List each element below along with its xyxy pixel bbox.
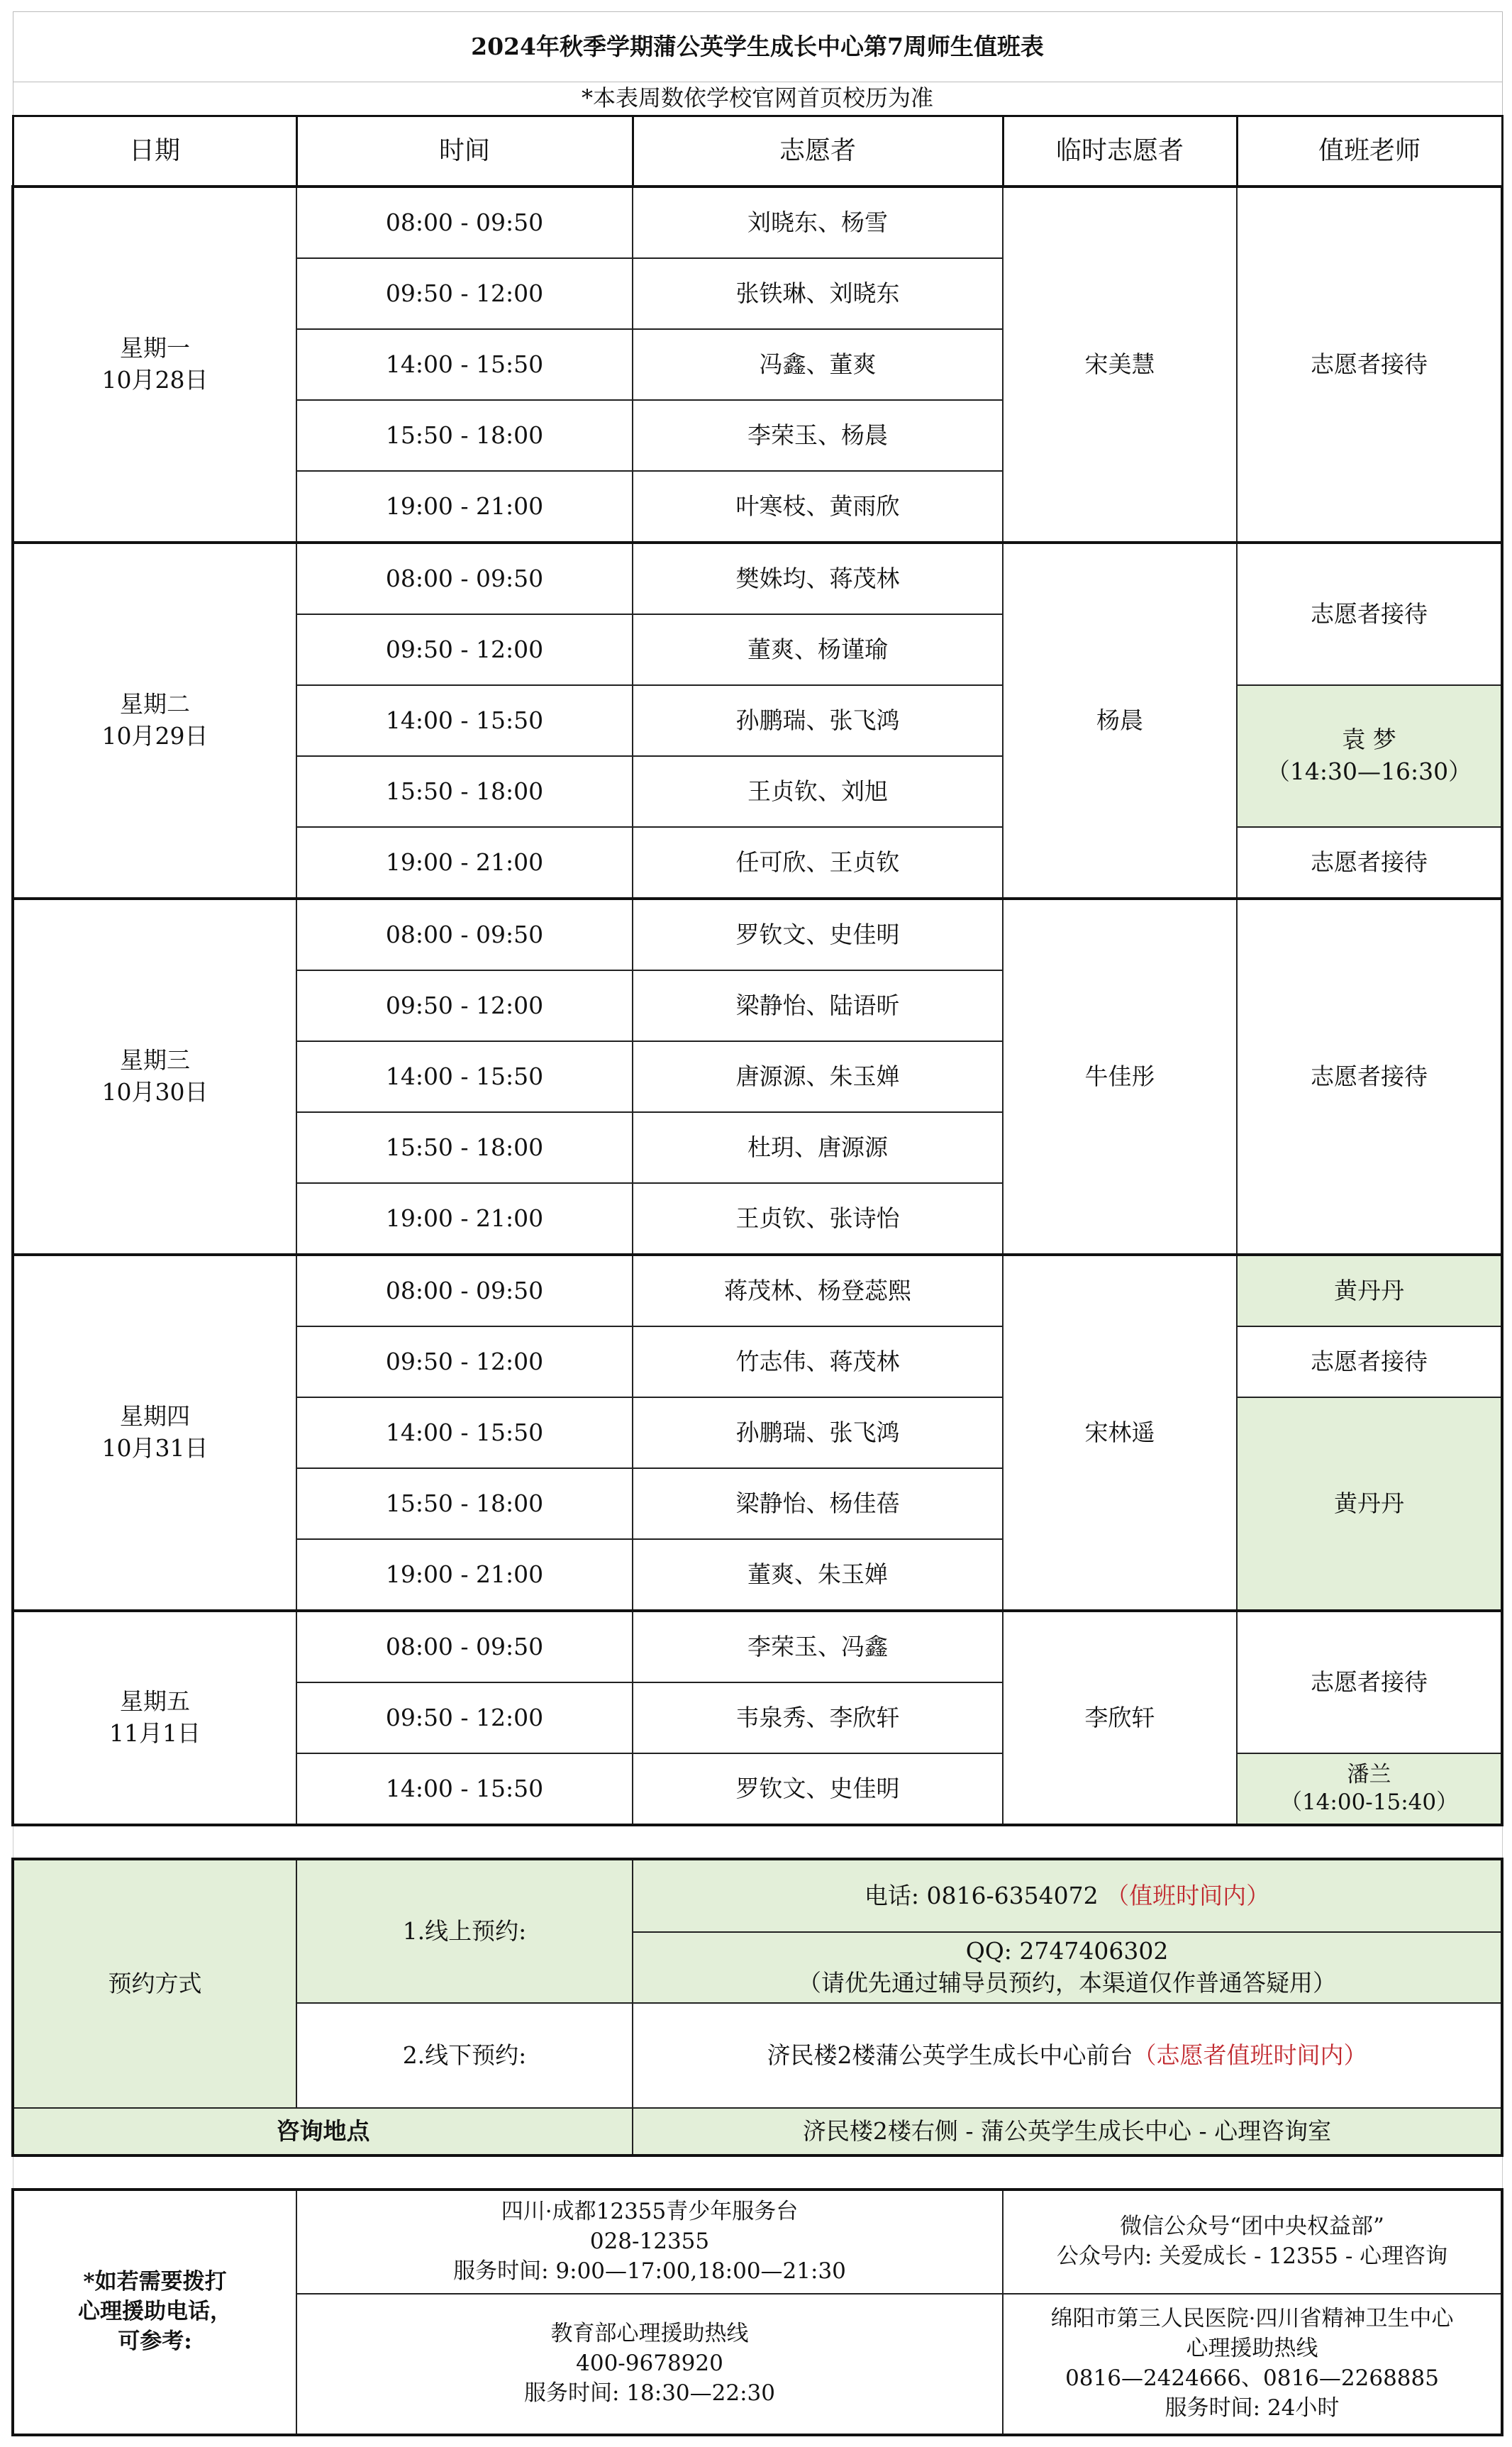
volunteer-pair: 孙鹏瑞、张飞鸿 — [633, 685, 1003, 756]
header-time: 时间 — [296, 116, 633, 187]
time-slot: 08:00 - 09:50 — [296, 899, 633, 970]
teacher-hours: （14:00-15:40） — [1279, 1790, 1459, 1815]
header-duty-teacher: 值班老师 — [1237, 116, 1502, 187]
time-slot: 15:50 - 18:00 — [296, 400, 633, 471]
volunteer-pair: 王贞钦、刘旭 — [633, 756, 1003, 827]
time-slot: 14:00 - 15:50 — [296, 1397, 633, 1468]
volunteer-pair: 梁静怡、杨佳蓓 — [633, 1468, 1003, 1539]
hotline-phone: 028-12355 — [589, 2229, 710, 2255]
temp-volunteer: 牛佳彤 — [1003, 899, 1237, 1255]
time-slot: 08:00 - 09:50 — [296, 543, 633, 614]
volunteer-pair: 董爽、朱玉婵 — [633, 1539, 1003, 1611]
hotline-moe — [296, 2294, 1003, 2435]
day-date: 10月28日 — [101, 366, 209, 394]
time-slot: 19:00 - 21:00 — [296, 1183, 633, 1255]
day-cell-wed — [13, 899, 296, 1255]
volunteer-pair: 张铁琳、刘晓东 — [633, 258, 1003, 329]
volunteer-pair: 樊姝均、蒋茂林 — [633, 543, 1003, 614]
table-row — [13, 899, 1502, 970]
hotline-phone: 0816—2424666、0816—2268885 — [1065, 2365, 1439, 2391]
header-temp-volunteer: 临时志愿者 — [1003, 116, 1237, 187]
location-value: 济民楼2楼右侧 - 蒲公英学生成长中心 - 心理咨询室 — [633, 2108, 1502, 2155]
time-slot: 14:00 - 15:50 — [296, 1041, 633, 1112]
offline-note: （志愿者值班时间内） — [1133, 2041, 1367, 2069]
hotline-label-line: *如若需要拨打 — [83, 2269, 227, 2295]
table-row — [13, 1255, 1502, 1326]
time-slot: 08:00 - 09:50 — [296, 187, 633, 258]
day-date: 10月30日 — [101, 1078, 209, 1106]
wechat-account: 微信公众号“团中央权益部” — [1120, 2214, 1384, 2240]
duty-teacher-huang: 黄丹丹 — [1237, 1255, 1502, 1326]
table-row — [13, 187, 1502, 258]
temp-volunteer: 宋美慧 — [1003, 187, 1237, 543]
volunteer-pair: 李荣玉、杨晨 — [633, 400, 1003, 471]
time-slot: 09:50 - 12:00 — [296, 1682, 633, 1753]
phone-number: 电话: 0816-6354072 — [864, 1881, 1099, 1909]
volunteer-pair: 冯鑫、董爽 — [633, 329, 1003, 400]
booking-phone — [633, 1859, 1502, 1932]
day-cell-fri — [13, 1611, 296, 1825]
day-cell-thu — [13, 1255, 296, 1611]
temp-volunteer: 杨晨 — [1003, 543, 1237, 899]
spacer — [13, 1825, 1502, 1859]
header-date: 日期 — [13, 116, 296, 187]
day-date: 11月1日 — [109, 1719, 201, 1747]
volunteer-pair: 叶寒枝、黄雨欣 — [633, 471, 1003, 543]
day-date: 10月31日 — [101, 1434, 209, 1462]
duty-schedule-sheet — [11, 11, 1501, 2436]
volunteer-pair: 竹志伟、蒋茂林 — [633, 1326, 1003, 1397]
duty-teacher-yuan — [1237, 685, 1502, 827]
wechat-path: 公众号内: 关爱成长 - 12355 - 心理咨询 — [1056, 2243, 1448, 2269]
teacher-hours: （14:30—16:30） — [1266, 758, 1472, 785]
volunteer-pair: 蒋茂林、杨登蕊熙 — [633, 1255, 1003, 1326]
hotline-name: 教育部心理援助热线 — [550, 2321, 749, 2347]
day-cell-tue — [13, 543, 296, 899]
volunteer-pair: 杜玥、唐源源 — [633, 1112, 1003, 1183]
page-title: 2024年秋季学期蒲公英学生成长中心第7周师生值班表 — [13, 12, 1502, 82]
duty-table — [11, 11, 1503, 2436]
hotline-hours: 服务时间: 9:00—17:00,18:00—21:30 — [453, 2258, 846, 2284]
volunteer-pair: 罗钦文、史佳明 — [633, 899, 1003, 970]
weekday: 星期五 — [120, 1687, 190, 1716]
volunteer-pair: 梁静怡、陆语昕 — [633, 970, 1003, 1041]
offline-booking — [633, 2003, 1502, 2108]
duty-teacher-pan — [1237, 1753, 1502, 1825]
time-slot: 14:00 - 15:50 — [296, 329, 633, 400]
weekday: 星期一 — [120, 334, 190, 362]
hotline-hours: 服务时间: 18:30—22:30 — [524, 2380, 775, 2406]
volunteer-pair: 刘晓东、杨雪 — [633, 187, 1003, 258]
hotline-name: 绵阳市第三人民医院·四川省精神卫生中心 — [1050, 2306, 1454, 2332]
time-slot: 09:50 - 12:00 — [296, 614, 633, 685]
duty-teacher-huang: 黄丹丹 — [1237, 1397, 1502, 1611]
hotline-hours: 服务时间: 24小时 — [1164, 2395, 1340, 2421]
duty-teacher: 志愿者接待 — [1237, 1611, 1502, 1753]
time-slot: 15:50 - 18:00 — [296, 1468, 633, 1539]
calendar-note: *本表周数依学校官网首页校历为准 — [13, 82, 1502, 116]
teacher-name: 袁 梦 — [1342, 726, 1396, 754]
teacher-name: 潘兰 — [1347, 1762, 1391, 1788]
volunteer-pair: 罗钦文、史佳明 — [633, 1753, 1003, 1825]
volunteer-pair: 董爽、杨谨瑜 — [633, 614, 1003, 685]
volunteer-pair: 孙鹏瑞、张飞鸿 — [633, 1397, 1003, 1468]
volunteer-pair: 唐源源、朱玉婵 — [633, 1041, 1003, 1112]
time-slot: 09:50 - 12:00 — [296, 970, 633, 1041]
booking-label: 预约方式 — [13, 1859, 296, 2108]
time-slot: 08:00 - 09:50 — [296, 1255, 633, 1326]
duty-teacher: 志愿者接待 — [1237, 1326, 1502, 1397]
time-slot: 19:00 - 21:00 — [296, 471, 633, 543]
time-slot: 09:50 - 12:00 — [296, 258, 633, 329]
weekday: 星期三 — [120, 1046, 190, 1075]
hotline-wechat — [1003, 2190, 1502, 2294]
location-label: 咨询地点 — [13, 2108, 633, 2155]
day-date: 10月29日 — [101, 722, 209, 750]
spacer — [13, 2155, 1502, 2190]
phone-note: （值班时间内） — [1106, 1881, 1270, 1909]
qq-note: （请优先通过辅导员预约，本渠道仅作普通答疑用） — [798, 1969, 1337, 1997]
time-slot: 15:50 - 18:00 — [296, 1112, 633, 1183]
temp-volunteer: 宋林遥 — [1003, 1255, 1237, 1611]
hotline-label — [13, 2190, 296, 2435]
hotline-label-line: 心理援助电话， — [78, 2299, 232, 2325]
time-slot: 14:00 - 15:50 — [296, 685, 633, 756]
hotline-name: 四川·成都12355青少年服务台 — [501, 2199, 799, 2225]
volunteer-pair: 任可欣、王贞钦 — [633, 827, 1003, 899]
duty-teacher: 志愿者接待 — [1237, 899, 1502, 1255]
qq-number: QQ: 2747406302 — [965, 1937, 1169, 1965]
offline-place: 济民楼2楼蒲公英学生成长中心前台 — [767, 2041, 1133, 2069]
temp-volunteer: 李欣轩 — [1003, 1611, 1237, 1825]
table-row — [13, 543, 1502, 614]
time-slot: 19:00 - 21:00 — [296, 1539, 633, 1611]
online-booking-label: 1.线上预约: — [296, 1859, 633, 2003]
duty-teacher: 志愿者接待 — [1237, 543, 1502, 685]
hotline-mianyang — [1003, 2294, 1502, 2435]
volunteer-pair: 韦泉秀、李欣轩 — [633, 1682, 1003, 1753]
booking-qq — [633, 1932, 1502, 2003]
volunteer-pair: 王贞钦、张诗怡 — [633, 1183, 1003, 1255]
time-slot: 09:50 - 12:00 — [296, 1326, 633, 1397]
day-cell-mon — [13, 187, 296, 543]
weekday: 星期四 — [120, 1402, 190, 1431]
hotline-name-2: 心理援助热线 — [1186, 2336, 1318, 2362]
time-slot: 08:00 - 09:50 — [296, 1611, 633, 1682]
hotline-phone: 400-9678920 — [576, 2351, 723, 2377]
hotline-label-line: 可参考: — [118, 2328, 192, 2354]
duty-teacher: 志愿者接待 — [1237, 827, 1502, 899]
header-volunteers: 志愿者 — [633, 116, 1003, 187]
time-slot: 15:50 - 18:00 — [296, 756, 633, 827]
time-slot: 14:00 - 15:50 — [296, 1753, 633, 1825]
offline-booking-label: 2.线下预约: — [296, 2003, 633, 2108]
weekday: 星期二 — [120, 690, 190, 718]
volunteer-pair: 李荣玉、冯鑫 — [633, 1611, 1003, 1682]
hotline-sichuan — [296, 2190, 1003, 2294]
table-row — [13, 1611, 1502, 1682]
duty-teacher: 志愿者接待 — [1237, 187, 1502, 543]
time-slot: 19:00 - 21:00 — [296, 827, 633, 899]
